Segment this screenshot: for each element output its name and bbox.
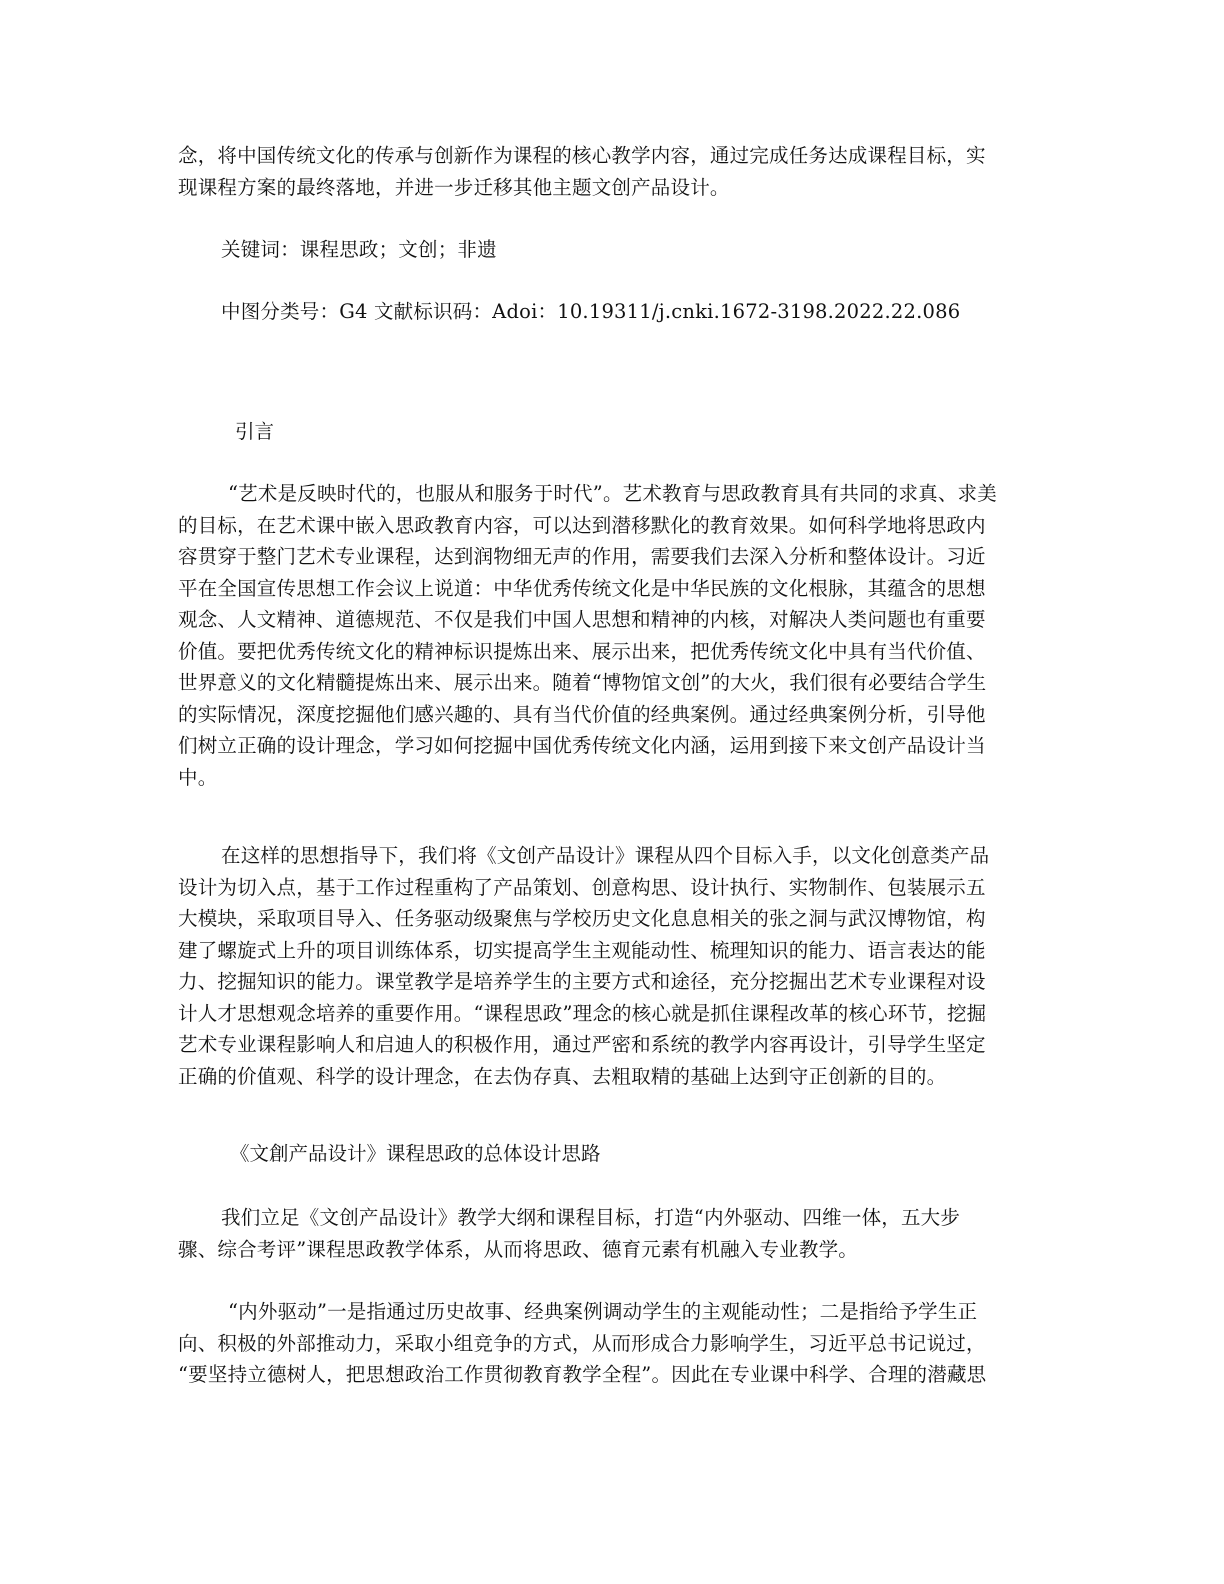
text-line: “内外驱动”一是指通过历史故事、经典案例调动学生的主观能动性；二是指给予学生正	[228, 1300, 978, 1323]
text-line: 在这样的思想指导下，我们将《文创产品设计》课程从四个目标入手，以文化创意类产品	[221, 844, 990, 867]
text-line: 力、挖掘知识的能力。课堂教学是培养学生的主要方式和途径，充分挖掘出艺术专业课程对设	[178, 970, 986, 993]
text-line: 容贯穿于整门艺术专业课程，达到润物细无声的作用，需要我们去深入分析和整体设计。习近	[178, 545, 986, 568]
classification-text: 中图分类号：G4 文献标识码：Adoi：10.19311/j.cnki.1672-3198.2022.22.086	[221, 300, 961, 323]
text-line: 中。	[178, 765, 218, 789]
design-paragraph	[178, 1202, 1044, 1265]
text-line: “艺术是反映时代的，也服从和服务于时代”。艺术教育与思政教育具有共同的求真、求美	[228, 482, 997, 505]
abstract-continuation	[178, 140, 1044, 203]
text-line: 正确的价值观、科学的设计理念，在去伪存真、去粗取精的基础上达到守正创新的目的。	[178, 1064, 947, 1088]
text-line: 骤、综合考评”课程思政教学体系，从而将思政、德育元素有机融入专业教学。	[178, 1237, 858, 1261]
text-line: “要坚持立德树人，把思想政治工作贯彻教育教学全程”。因此在专业课中科学、合理的潜藏思	[178, 1363, 987, 1386]
text-line: 世界意义的文化精髓提炼出来、展示出来。随着“博物馆文创”的大火，我们很有必要结合学生	[178, 671, 987, 694]
guidance-paragraph	[178, 840, 1044, 1092]
intro-paragraph	[178, 478, 1044, 793]
text-line: 们树立正确的设计理念，学习如何挖掘中国优秀传统文化内涵，运用到接下来文创产品设计当	[178, 734, 986, 757]
keywords-text: 关键词：课程思政；文创；非遗	[221, 238, 497, 261]
text-line: 设计为切入点，基于工作过程重构了产品策划、创意构思、设计执行、实物制作、包装展示五	[178, 875, 986, 899]
text-line: 价值。要把优秀传统文化的精神标识提炼出来、展示出来，把优秀传统文化中具有当代价值、	[178, 639, 986, 663]
text-line: 现课程方案的最终落地，并进一步迁移其他主题文创产品设计。	[178, 175, 730, 199]
section-heading-design: 《文創产品设计》课程思政的总体设计思路	[230, 1142, 601, 1165]
text-line: 观念、人文精神、道德规范、不仅是我们中国人思想和精神的内核，对解决人类问题也有重要	[178, 608, 986, 631]
text-line: 向、积极的外部推动力，采取小组竞争的方式，从而形成合力影响学生，习近平总书记说过，	[178, 1331, 986, 1355]
text-line: 艺术专业课程影响人和启迪人的积极作用，通过严密和系统的教学内容再设计，引导学生坚定	[178, 1033, 986, 1056]
text-line: 念，将中国传统文化的传承与创新作为课程的核心教学内容，通过完成任务达成课程目标，实	[178, 144, 986, 167]
section-heading-intro: 引言	[235, 420, 275, 443]
keywords-line	[178, 234, 1087, 266]
drive-paragraph	[178, 1296, 1044, 1391]
text-line: 平在全国宣传思想工作会议上说道：中华优秀传统文化是中华民族的文化根脉，其蕴含的思想	[178, 576, 986, 600]
text-line: 的目标，在艺术课中嵌入思政教育内容，可以达到潜移默化的教育效果。如何科学地将思政内	[178, 513, 986, 537]
text-line: 计人才思想观念培养的重要作用。“课程思政”理念的核心就是抓住课程改革的核心环节，挖掘	[178, 1001, 987, 1025]
text-line: 建了螺旋式上升的项目训练体系，切实提高学生主观能动性、梳理知识的能力、语言表达的能	[178, 938, 986, 962]
text-line: 的实际情况，深度挖掘他们感兴趣的、具有当代价值的经典案例。通过经典案例分析，引导他	[178, 702, 986, 726]
text-line: 大模块，采取项目导入、任务驱动级聚焦与学校历史文化息息相关的张之洞与武汉博物馆，构	[178, 907, 986, 930]
text-line: 我们立足《文创产品设计》教学大纲和课程目标，打造“内外驱动、四维一体，五大步	[221, 1206, 961, 1229]
classification-line	[178, 296, 1087, 328]
